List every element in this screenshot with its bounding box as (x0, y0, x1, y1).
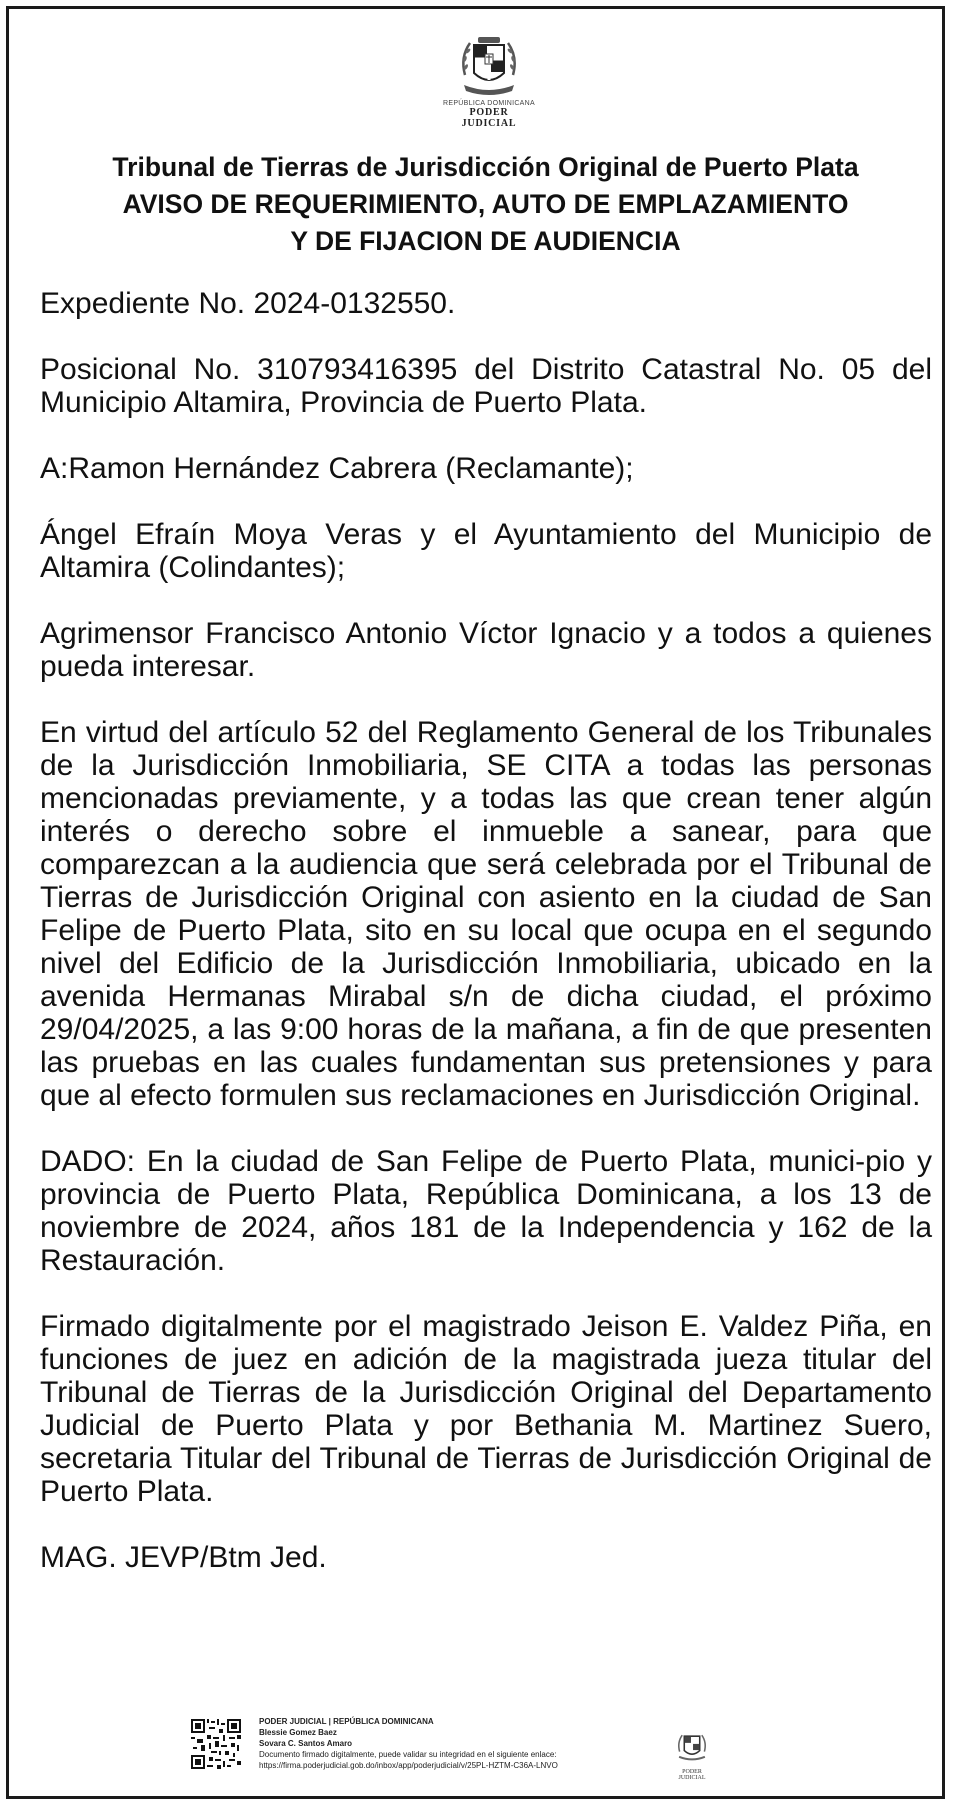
seal-caption-poder-judicial: PODER JUDICIAL (461, 107, 517, 129)
paragraph-dado: DADO: En la ciudad de San Felipe de Puerto Plata, munici-pio y provincia de Puerto Plata, República Dominicana, a los 13 de noviembre de 2024, años 181 de la Independencia y 162 de la Restauración. (40, 1145, 932, 1277)
paragraph-expediente: Expediente No. 2024-0132550. (40, 287, 456, 320)
heading-line-fijacion: Y DE FIJACION DE AUDIENCIA (290, 226, 681, 256)
footer-signer-1: Blessie Gomez Baez (259, 1728, 337, 1737)
heading-line-tribunal: Tribunal de Tierras de Jurisdicción Original de Puerto Plata (112, 152, 859, 182)
paragraph-reclamante: A:Ramon Hernández Cabrera (Reclamante); (40, 452, 634, 485)
notice-frame (6, 6, 945, 1799)
heading-line-aviso: AVISO DE REQUERIMIENTO, AUTO DE EMPLAZAMIENTO (122, 189, 849, 219)
coat-of-arms-icon (456, 33, 522, 99)
footer-institution: PODER JUDICIAL | REPÚBLICA DOMINICANA (259, 1717, 434, 1726)
signature-info (259, 1716, 679, 1771)
footer-signer-2: Sovara C. Santos Amaro (259, 1739, 353, 1748)
paragraph-agrimensor: Agrimensor Francisco Antonio Víctor Ignacio y a todos a quienes pueda interesar. (40, 617, 932, 683)
paragraph-posicional: Posicional No. 310793416395 del Distrito Catastral No. 05 del Municipio Altamira, Provincia de Puerto Plata. (40, 353, 932, 419)
seal-caption-republica: REPÚBLICA DOMINICANA (443, 100, 535, 107)
paragraph-citacion: En virtud del artículo 52 del Reglamento General de los Tribunales de la Jurisdicción Inmobiliaria, SE CITA a todas las personas mencionadas previamente, y a todas las que crean tener algún interés o derecho sobre el inmueble a sanear, para que comparezcan a la audiencia que será celebrada por el Tribunal de Tierras de Jurisdicción Original con asiento en la ciudad de San Felipe de Puerto Plata, sito en su local que ocupa en el segundo nivel del Edificio de la Jurisdicción Inmobiliaria, ubicado en la avenida Hermanas Mirabal s/n de dicha ciudad, el próximo 29/04/2025, a las 9:00 horas de la mañana, a fin de que presenten las pruebas en las cuales fundamentan sus pretensiones y para que al efecto formulen sus reclamaciones en Jurisdicción Original. (40, 716, 932, 1112)
poder-judicial-seal (441, 33, 537, 133)
notice-body (40, 287, 932, 1607)
footer-validation-link[interactable]: https://firma.poderjudicial.gob.do/inbox/app/poderjudicial/v/25PL-HZTM-C36A-LNVO (259, 1761, 558, 1770)
paragraph-initials: MAG. JEVP/Btm Jed. (40, 1541, 327, 1574)
footer-validation-note: Documento firmado digitalmente, puede validar su integridad en el siguiente enlace: (259, 1750, 557, 1759)
footer-seal (669, 1730, 715, 1781)
paragraph-firmado: Firmado digitalmente por el magistrado Jeison E. Valdez Piña, en funciones de juez en adición de la magistrada jueza titular del Tribunal de Tierras de la Jurisdicción Original del Departamento Judicial de Puerto Plata y por Bethania M. Martinez Suero, secretaria Titular del Tribunal de Tierras de Jurisdicción Original de Puerto Plata. (40, 1310, 932, 1508)
small-coat-of-arms-icon (675, 1730, 709, 1764)
footer-seal-label: PODER JUDICIAL (678, 1769, 706, 1781)
notice-heading (39, 149, 932, 260)
paragraph-colindantes: Ángel Efraín Moya Veras y el Ayuntamiento del Municipio de Altamira (Colindantes); (40, 518, 932, 584)
digital-signature-footer (191, 1716, 751, 1781)
qr-code-icon[interactable] (191, 1719, 241, 1769)
